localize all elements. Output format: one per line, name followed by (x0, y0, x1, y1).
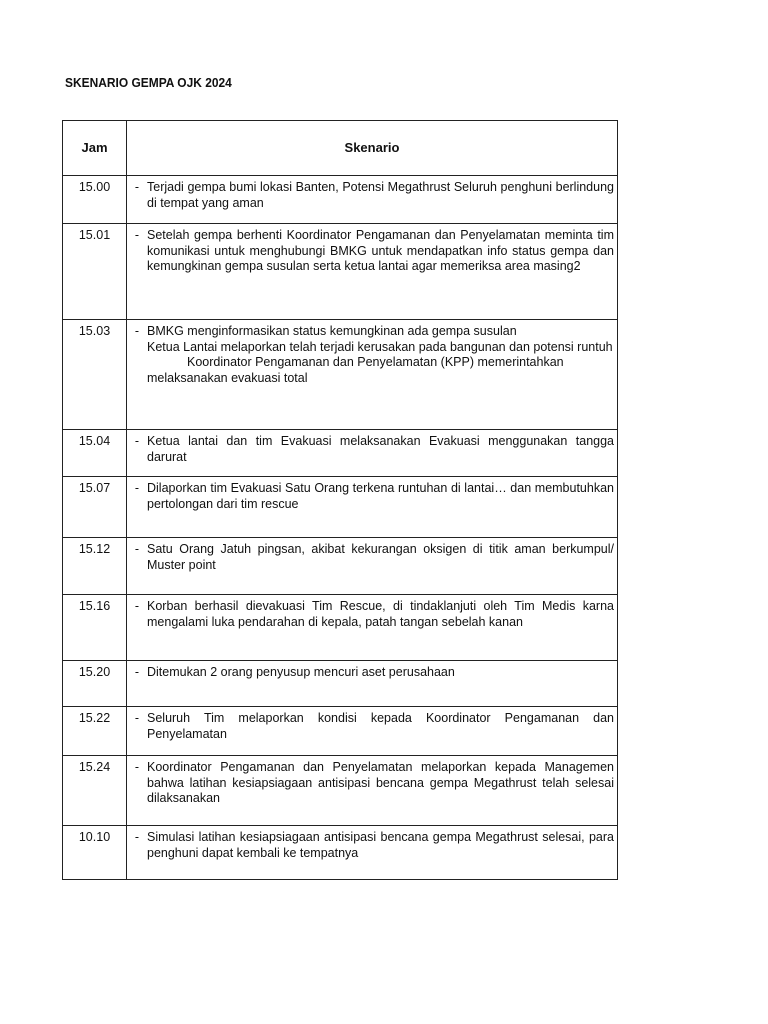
dash-bullet: - (134, 481, 140, 495)
dash-bullet: - (134, 599, 140, 613)
table-row (63, 477, 618, 538)
scenario-text: Ketua lantai dan tim Evakuasi melaksanakan Evakuasi menggunakan tangga darurat (147, 434, 614, 464)
table-row (63, 320, 618, 430)
header-skenario: Skenario (127, 121, 618, 176)
scenario-cell (127, 661, 618, 707)
time-cell: 15.16 (63, 595, 127, 661)
table-row (63, 430, 618, 477)
time-cell: 10.10 (63, 826, 127, 880)
table-row (63, 538, 618, 595)
time-cell: 15.22 (63, 707, 127, 756)
dash-bullet: - (134, 542, 140, 556)
scenario-text: Setelah gempa berhenti Koordinator Pengamanan dan Penyelamatan meminta tim komunikasi untuk menghubungi BMKG untuk mendapatkan info status gempa dan kemungkinan gempa susulan serta ketua lantai agar memeriksa area masing2 (147, 228, 614, 274)
scenario-table (62, 120, 618, 880)
table-row (63, 707, 618, 756)
scenario-cell (127, 477, 618, 538)
scenario-cell (127, 224, 618, 320)
dash-bullet: - (134, 760, 140, 774)
time-cell: 15.00 (63, 176, 127, 224)
scenario-text: Terjadi gempa bumi lokasi Banten, Potensi Megathrust Seluruh penghuni berlindung di tempat yang aman (147, 180, 614, 210)
table-row (63, 826, 618, 880)
dash-bullet: - (134, 324, 140, 338)
scenario-text-line: Ketua Lantai melaporkan telah terjadi kerusakan pada bangunan dan potensi runtuh (147, 339, 613, 354)
dash-bullet: - (134, 665, 140, 679)
scenario-text: Seluruh Tim melaporkan kondisi kepada Koordinator Pengamanan dan Penyelamatan (147, 711, 614, 741)
table-row (63, 756, 618, 826)
table-row (63, 176, 618, 224)
scenario-text: Satu Orang Jatuh pingsan, akibat kekurangan oksigen di titik aman berkumpul/ Muster point (147, 542, 614, 572)
scenario-text-line: melaksanakan evakuasi total (147, 370, 308, 385)
time-cell: 15.12 (63, 538, 127, 595)
scenario-text: Koordinator Pengamanan dan Penyelamatan melaporkan kepada Managemen bahwa latihan kesiapsiagaan antisipasi bencana gempa Megathrust telah selesai dilaksanakan (147, 760, 614, 806)
scenario-cell (127, 320, 618, 430)
time-cell: 15.24 (63, 756, 127, 826)
table-row (63, 224, 618, 320)
dash-bullet: - (134, 180, 140, 194)
scenario-cell (127, 826, 618, 880)
table-row (63, 595, 618, 661)
table-header-row (63, 121, 618, 176)
time-cell: 15.04 (63, 430, 127, 477)
dash-bullet: - (134, 830, 140, 844)
scenario-cell (127, 595, 618, 661)
scenario-cell (127, 538, 618, 595)
scenario-text: Korban berhasil dievakuasi Tim Rescue, di tindaklanjuti oleh Tim Medis karna mengalami luka pendarahan di kepala, patah tangan sebelah kanan (147, 599, 614, 629)
scenario-text: Dilaporkan tim Evakuasi Satu Orang terkena runtuhan di lantai… dan membutuhkan pertolongan dari tim rescue (147, 481, 614, 511)
dash-bullet: - (134, 434, 140, 448)
table-row (63, 661, 618, 707)
scenario-text: Simulasi latihan kesiapsiagaan antisipasi bencana gempa Megathrust selesai, para penghuni dapat kembali ke tempatnya (147, 830, 614, 860)
dash-bullet: - (134, 711, 140, 725)
dash-bullet: - (134, 228, 140, 242)
scenario-text-line: Koordinator Pengamanan dan Penyelamatan (KPP) memerintahkan (187, 355, 564, 370)
scenario-cell (127, 430, 618, 477)
scenario-text: Ditemukan 2 orang penyusup mencuri aset perusahaan (147, 665, 455, 679)
time-cell: 15.01 (63, 224, 127, 320)
scenario-cell (127, 756, 618, 826)
time-cell: 15.20 (63, 661, 127, 707)
scenario-cell (127, 707, 618, 756)
scenario-cell (127, 176, 618, 224)
time-cell: 15.07 (63, 477, 127, 538)
scenario-text: BMKG menginformasikan status kemungkinan ada gempa susulan (147, 324, 517, 338)
document-title: SKENARIO GEMPA OJK 2024 (65, 75, 232, 90)
header-jam: Jam (63, 121, 127, 176)
time-cell: 15.03 (63, 320, 127, 430)
